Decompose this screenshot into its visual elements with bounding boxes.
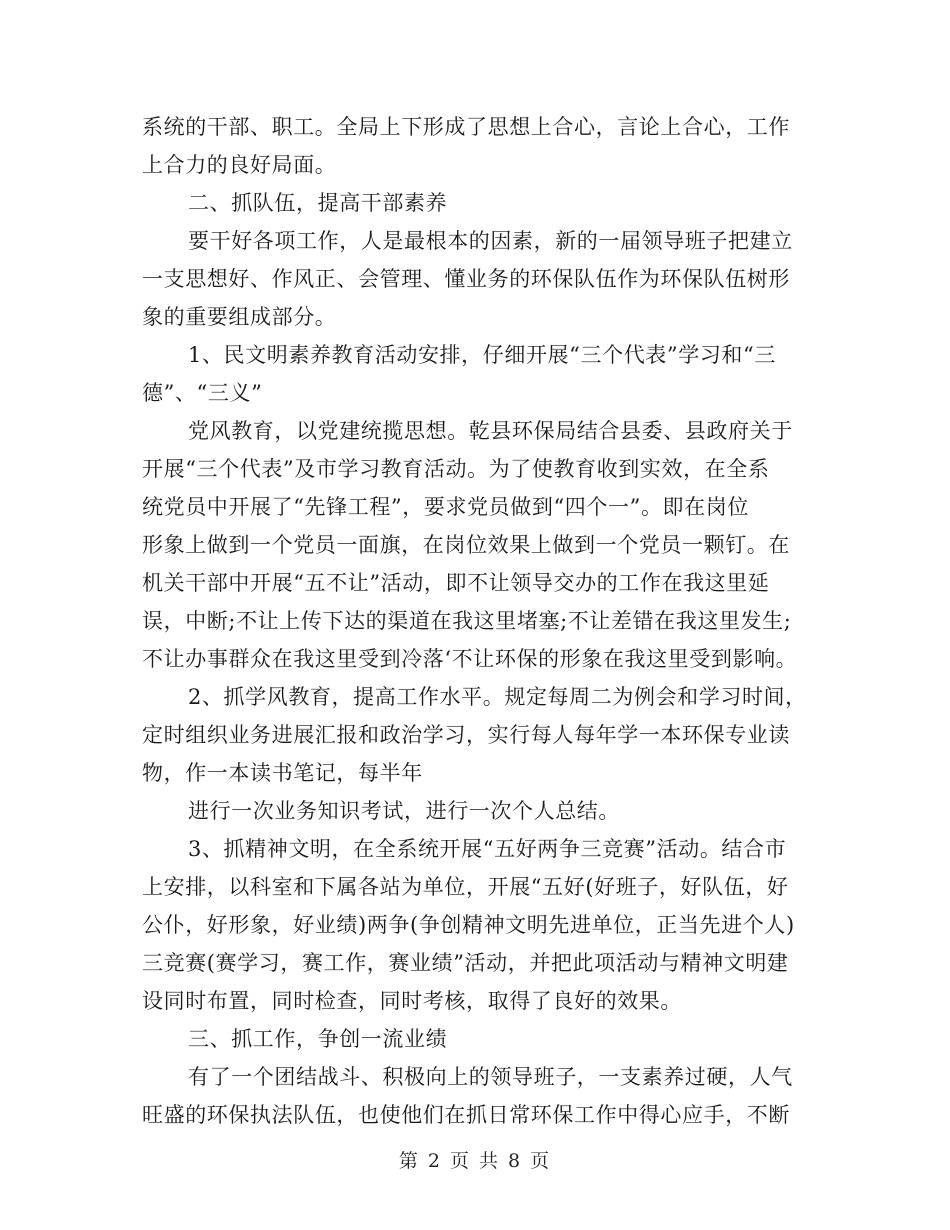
text-line: 要干好各项工作，人是最根本的因素，新的一届领导班子把建立 bbox=[188, 229, 793, 253]
text-line: 公仆，好形象，好业绩)两争(争创精神文明先进单位，正当先进个人) bbox=[142, 913, 795, 937]
text-line: 物，作一本读书笔记，每半年 bbox=[142, 761, 423, 785]
text-line: 二、抓队伍，提高干部素养 bbox=[188, 191, 448, 215]
document-body bbox=[142, 108, 806, 1134]
text-line: 定时组织业务进展汇报和政治学习，实行每人每年学一本环保专业读 bbox=[142, 723, 790, 747]
text-line: 机关干部中开展“五不让”活动，即不让领导交办的工作在我这里延 bbox=[142, 571, 770, 595]
text-line: 统党员中开展了“先锋工程”，要求党员做到“四个一”。即在岗位 bbox=[142, 495, 749, 519]
text-line: 一支思想好、作风正、会管理、懂业务的环保队伍作为环保队伍树形 bbox=[142, 267, 790, 291]
page-footer: 第 2 页 共 8 页 bbox=[398, 1150, 552, 1172]
text-line: 3、抓精神文明，在全系统开展“五好两争三竞赛”活动。结合市 bbox=[188, 837, 787, 861]
text-line: 党风教育，以党建统揽思想。乾县环保局结合县委、县政府关于 bbox=[188, 419, 793, 443]
text-line: 进行一次业务知识考试，进行一次个人总结。 bbox=[188, 799, 620, 823]
text-line: 旺盛的环保执法队伍，也使他们在抓日常环保工作中得心应手，不断 bbox=[142, 1103, 790, 1127]
text-line: 三竞赛(赛学习，赛工作，赛业绩”活动，并把此项活动与精神文明建 bbox=[142, 951, 789, 975]
text-line: 2、抓学风教育，提高工作水平。规定每周二为例会和学习时间， bbox=[188, 685, 807, 709]
text-line: 德”、“三义” bbox=[142, 381, 263, 405]
text-line: 三、抓工作，争创一流业绩 bbox=[188, 1027, 448, 1051]
text-line: 上合力的良好局面。 bbox=[142, 153, 337, 177]
text-line: 设同时布置，同时检查，同时考核，取得了良好的效果。 bbox=[142, 989, 682, 1013]
text-line: 系统的干部、职工。全局上下形成了思想上合心，言论上合心，工作 bbox=[142, 115, 790, 139]
text-line: 开展“三个代表”及市学习教育活动。为了使教育收到实效，在全系 bbox=[142, 457, 770, 481]
text-line: 误，中断;不让上传下达的渠道在我这里堵塞;不让差错在我这里发生; bbox=[142, 609, 792, 633]
text-line: 1、民文明素养教育活动安排，仔细开展“三个代表”学习和“三 bbox=[188, 343, 776, 367]
text-line: 不让办事群众在我这里受到冷落‘不让环保的形象在我这里受到影响。 bbox=[142, 647, 798, 671]
text-line: 形象上做到一个党员一面旗，在岗位效果上做到一个党员一颗钉。在 bbox=[142, 533, 790, 557]
text-line: 上安排，以科室和下属各站为单位，开展“五好(好班子，好队伍，好 bbox=[142, 875, 789, 899]
text-line: 象的重要组成部分。 bbox=[142, 305, 337, 329]
text-line: 有了一个团结战斗、积极向上的领导班子，一支素养过硬，人气 bbox=[188, 1065, 793, 1089]
